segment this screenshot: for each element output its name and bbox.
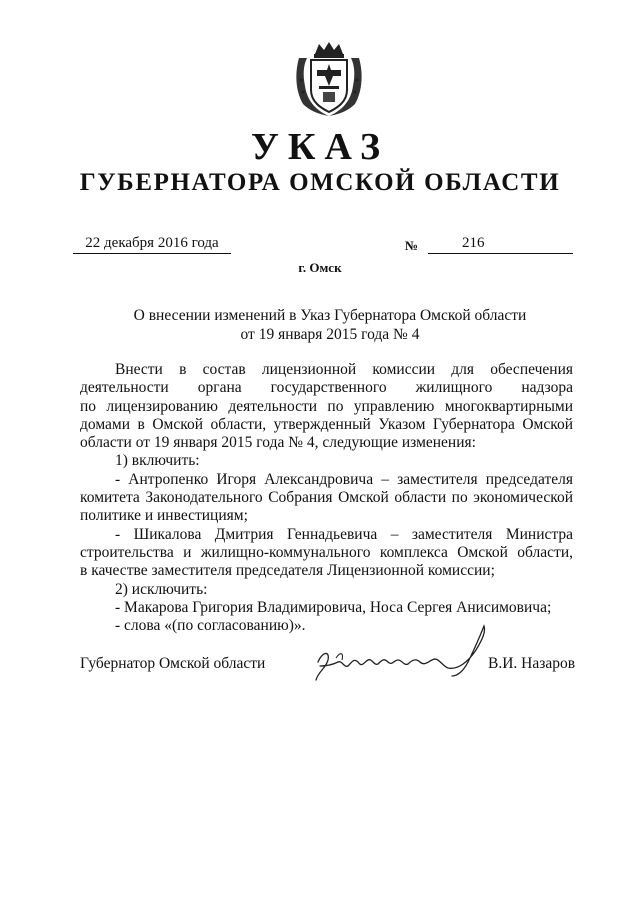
intro-line: деятельности органа государственного жилищного надзора <box>80 379 573 397</box>
include-item-line: комитета Законодательного Собрания Омской области по экономической <box>80 489 573 507</box>
include-item-line: - Шикалова Дмитрия Геннадьевича – заместителя Министра <box>115 525 573 543</box>
include-heading: 1) включить: <box>115 452 200 470</box>
document-body <box>80 361 573 635</box>
include-item-line: - Антропенко Игоря Александровича – заместителя председателя <box>115 470 573 488</box>
document-title: УКАЗ <box>251 126 389 168</box>
include-item-line: в качестве заместителя председателя Лицензионной комиссии; <box>80 562 495 580</box>
exclude-item: - Макарова Григория Владимировича, Носа Сергея Анисимовича; <box>115 598 552 616</box>
intro-line: по лицензированию деятельности по управлению многоквартирными <box>80 397 573 415</box>
include-item-line: политике и инвестициям; <box>80 507 248 525</box>
subject-line: О внесении изменений в Указ Губернатора Омской области <box>133 307 527 324</box>
coat-of-arms-icon <box>293 40 365 118</box>
exclude-item: - слова «(по согласованию)». <box>115 617 306 635</box>
document-date: 22 декабря 2016 года <box>73 235 231 254</box>
number-label: № <box>405 238 419 253</box>
document-city: г. Омск <box>298 260 342 275</box>
document-subtitle: ГУБЕРНАТОРА ОМСКОЙ ОБЛАСТИ <box>79 169 561 196</box>
include-item-line: строительства и жилищно-коммунального комплекса Омской области, <box>80 543 573 561</box>
exclude-heading: 2) исключить: <box>115 580 208 598</box>
intro-line: домами в Омской области, утвержденный Указом Губернатора Омской <box>80 415 573 433</box>
signature-image <box>308 622 494 690</box>
subject-line: от 19 января 2015 года № 4 <box>240 326 420 343</box>
intro-line: области от 19 января 2015 года № 4, следующие изменения: <box>80 434 476 452</box>
signatory-title: Губернатор Омской области <box>80 655 266 672</box>
document-number: 216 <box>462 235 485 251</box>
signatory-name: В.И. Назаров <box>488 655 576 672</box>
document-subject <box>100 306 560 344</box>
document-number-field <box>428 235 573 254</box>
intro-line: Внести в состав лицензионной комиссии для обеспечения <box>115 361 573 378</box>
